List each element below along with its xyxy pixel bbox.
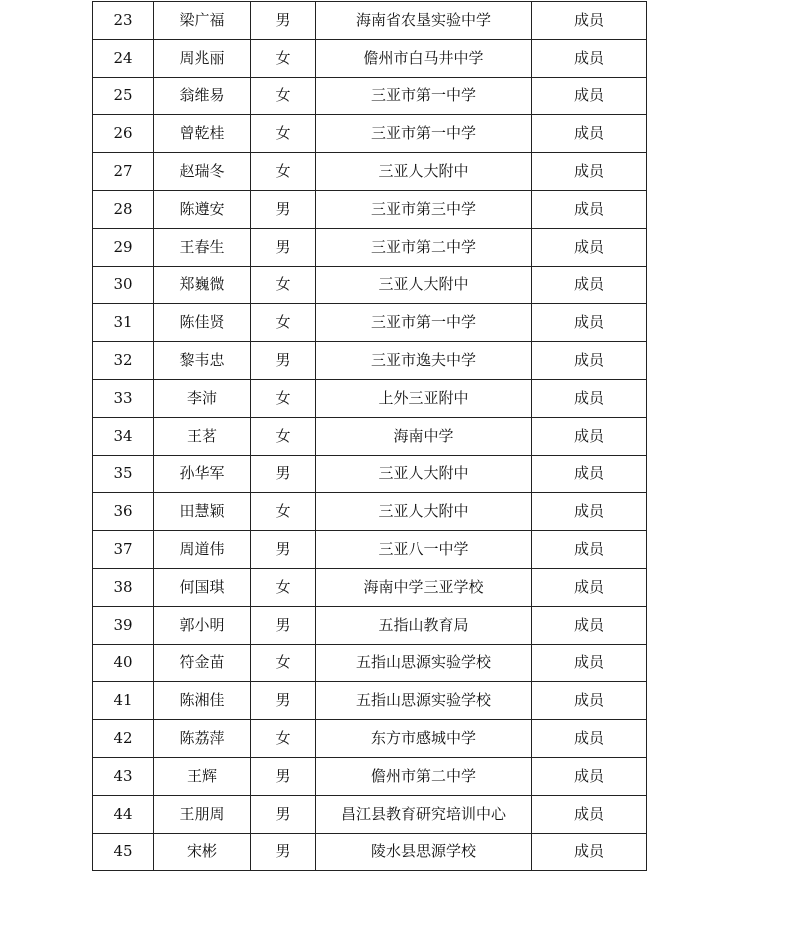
- cell-gender: 女: [251, 304, 316, 342]
- cell-school: 三亚人大附中: [316, 455, 532, 493]
- table-row: [93, 644, 647, 682]
- cell-role: 成员: [532, 304, 647, 342]
- cell-school: 儋州市第二中学: [316, 757, 532, 795]
- table-row: [93, 153, 647, 191]
- cell-role: 成员: [532, 757, 647, 795]
- cell-number: 31: [93, 304, 154, 342]
- cell-role: 成员: [532, 682, 647, 720]
- cell-number: 26: [93, 115, 154, 153]
- table-row: [93, 606, 647, 644]
- cell-gender: 女: [251, 644, 316, 682]
- cell-name: 宋彬: [154, 833, 251, 871]
- cell-role: 成员: [532, 379, 647, 417]
- table-row: [93, 39, 647, 77]
- cell-gender: 男: [251, 342, 316, 380]
- cell-school: 三亚八一中学: [316, 531, 532, 569]
- cell-role: 成员: [532, 720, 647, 758]
- cell-school: 三亚市第二中学: [316, 228, 532, 266]
- cell-school: 三亚市第一中学: [316, 77, 532, 115]
- cell-role: 成员: [532, 342, 647, 380]
- cell-school: 昌江县教育研究培训中心: [316, 795, 532, 833]
- cell-number: 39: [93, 606, 154, 644]
- cell-number: 25: [93, 77, 154, 115]
- cell-number: 30: [93, 266, 154, 304]
- cell-gender: 男: [251, 455, 316, 493]
- cell-number: 41: [93, 682, 154, 720]
- cell-name: 陈荔萍: [154, 720, 251, 758]
- cell-number: 28: [93, 190, 154, 228]
- cell-gender: 女: [251, 266, 316, 304]
- cell-school: 三亚市第一中学: [316, 115, 532, 153]
- cell-school: 三亚人大附中: [316, 153, 532, 191]
- cell-role: 成员: [532, 531, 647, 569]
- table-row: [93, 455, 647, 493]
- cell-number: 44: [93, 795, 154, 833]
- cell-number: 35: [93, 455, 154, 493]
- cell-gender: 男: [251, 795, 316, 833]
- cell-school: 陵水县思源学校: [316, 833, 532, 871]
- table-row: [93, 77, 647, 115]
- cell-gender: 女: [251, 39, 316, 77]
- table-row: [93, 493, 647, 531]
- cell-gender: 男: [251, 833, 316, 871]
- table-row: [93, 833, 647, 871]
- cell-role: 成员: [532, 266, 647, 304]
- cell-name: 王春生: [154, 228, 251, 266]
- cell-name: 周道伟: [154, 531, 251, 569]
- table-row: [93, 417, 647, 455]
- cell-school: 五指山思源实验学校: [316, 644, 532, 682]
- cell-school: 三亚市第三中学: [316, 190, 532, 228]
- cell-role: 成员: [532, 190, 647, 228]
- cell-school: 五指山思源实验学校: [316, 682, 532, 720]
- table-row: [93, 682, 647, 720]
- table-row: [93, 266, 647, 304]
- cell-gender: 女: [251, 568, 316, 606]
- cell-school: 海南中学: [316, 417, 532, 455]
- cell-role: 成员: [532, 153, 647, 191]
- cell-role: 成员: [532, 417, 647, 455]
- cell-gender: 男: [251, 2, 316, 40]
- cell-name: 翁维易: [154, 77, 251, 115]
- cell-name: 王茗: [154, 417, 251, 455]
- cell-gender: 女: [251, 493, 316, 531]
- cell-name: 孙华军: [154, 455, 251, 493]
- cell-number: 38: [93, 568, 154, 606]
- table-row: [93, 379, 647, 417]
- cell-number: 27: [93, 153, 154, 191]
- cell-school: 三亚市逸夫中学: [316, 342, 532, 380]
- cell-name: 赵瑞冬: [154, 153, 251, 191]
- cell-name: 王朋周: [154, 795, 251, 833]
- cell-name: 陈遵安: [154, 190, 251, 228]
- cell-gender: 女: [251, 417, 316, 455]
- cell-name: 符金苗: [154, 644, 251, 682]
- cell-gender: 男: [251, 531, 316, 569]
- cell-name: 郭小明: [154, 606, 251, 644]
- cell-role: 成员: [532, 228, 647, 266]
- cell-name: 田慧颖: [154, 493, 251, 531]
- cell-name: 周兆丽: [154, 39, 251, 77]
- cell-number: 42: [93, 720, 154, 758]
- cell-number: 36: [93, 493, 154, 531]
- cell-role: 成员: [532, 455, 647, 493]
- cell-number: 23: [93, 2, 154, 40]
- cell-number: 29: [93, 228, 154, 266]
- cell-number: 45: [93, 833, 154, 871]
- table-row: [93, 531, 647, 569]
- cell-role: 成员: [532, 606, 647, 644]
- cell-role: 成员: [532, 795, 647, 833]
- table-row: [93, 795, 647, 833]
- cell-name: 陈佳贤: [154, 304, 251, 342]
- cell-gender: 女: [251, 153, 316, 191]
- table-row: [93, 342, 647, 380]
- cell-number: 34: [93, 417, 154, 455]
- cell-number: 33: [93, 379, 154, 417]
- cell-gender: 男: [251, 228, 316, 266]
- cell-school: 五指山教育局: [316, 606, 532, 644]
- cell-school: 海南中学三亚学校: [316, 568, 532, 606]
- cell-gender: 男: [251, 606, 316, 644]
- cell-school: 海南省农垦实验中学: [316, 2, 532, 40]
- table-row: [93, 2, 647, 40]
- cell-role: 成员: [532, 39, 647, 77]
- cell-role: 成员: [532, 493, 647, 531]
- cell-number: 37: [93, 531, 154, 569]
- cell-number: 24: [93, 39, 154, 77]
- table-row: [93, 757, 647, 795]
- table-row: [93, 568, 647, 606]
- cell-gender: 女: [251, 115, 316, 153]
- cell-name: 何国琪: [154, 568, 251, 606]
- cell-number: 32: [93, 342, 154, 380]
- member-table-body: [93, 2, 647, 871]
- cell-gender: 男: [251, 190, 316, 228]
- cell-role: 成员: [532, 644, 647, 682]
- cell-number: 40: [93, 644, 154, 682]
- cell-school: 三亚人大附中: [316, 493, 532, 531]
- cell-role: 成员: [532, 568, 647, 606]
- cell-name: 郑巍微: [154, 266, 251, 304]
- cell-school: 上外三亚附中: [316, 379, 532, 417]
- cell-school: 儋州市白马井中学: [316, 39, 532, 77]
- cell-number: 43: [93, 757, 154, 795]
- table-row: [93, 720, 647, 758]
- cell-role: 成员: [532, 115, 647, 153]
- cell-gender: 女: [251, 77, 316, 115]
- cell-gender: 女: [251, 720, 316, 758]
- cell-name: 王辉: [154, 757, 251, 795]
- cell-name: 黎韦忠: [154, 342, 251, 380]
- table-row: [93, 228, 647, 266]
- cell-school: 三亚市第一中学: [316, 304, 532, 342]
- cell-name: 陈湘佳: [154, 682, 251, 720]
- cell-role: 成员: [532, 77, 647, 115]
- cell-role: 成员: [532, 2, 647, 40]
- table-row: [93, 115, 647, 153]
- cell-gender: 男: [251, 682, 316, 720]
- cell-school: 东方市感城中学: [316, 720, 532, 758]
- member-table: [92, 1, 647, 871]
- table-row: [93, 304, 647, 342]
- cell-role: 成员: [532, 833, 647, 871]
- cell-name: 李沛: [154, 379, 251, 417]
- cell-name: 梁广福: [154, 2, 251, 40]
- cell-name: 曾乾桂: [154, 115, 251, 153]
- table-row: [93, 190, 647, 228]
- cell-gender: 男: [251, 757, 316, 795]
- cell-gender: 女: [251, 379, 316, 417]
- cell-school: 三亚人大附中: [316, 266, 532, 304]
